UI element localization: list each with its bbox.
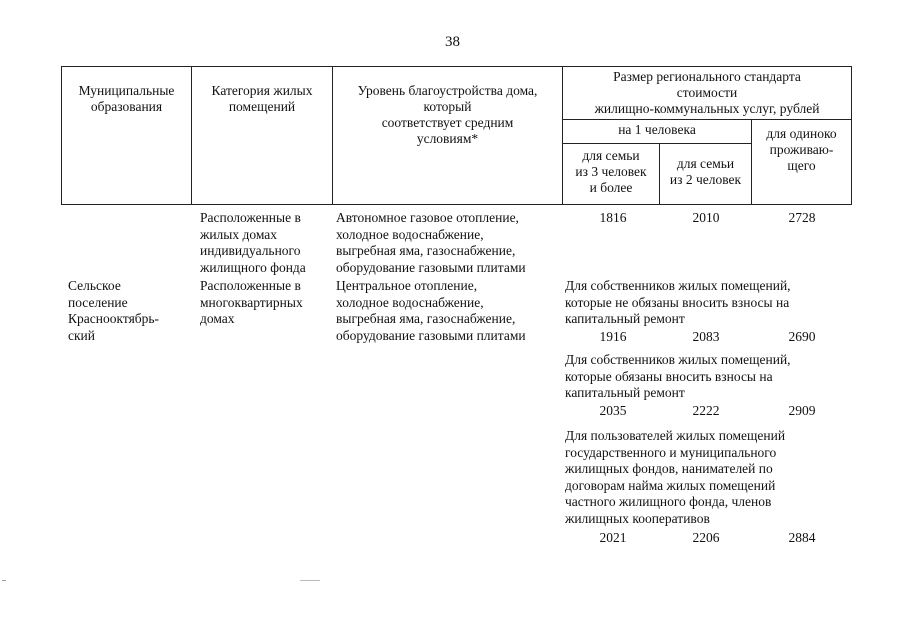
group2-value-family2: 2222 — [692, 403, 720, 418]
group3-value-family2: 2206 — [692, 530, 720, 545]
row1-value-family3: 1816 — [599, 210, 627, 225]
group1-value-family2: 2083 — [692, 329, 720, 344]
group2-value-single: 2909 — [788, 403, 816, 418]
header-per-person: на 1 человека — [563, 120, 752, 144]
header-municipal: Муниципальные образования — [62, 67, 192, 205]
page-number: 38 — [445, 34, 460, 50]
row1-value-single: 2728 — [788, 210, 816, 225]
row1-level: Автономное газовое отопление, холодное водоснабжение, выгребная яма, газоснабжение, оборудование газовыми плитами — [336, 210, 526, 275]
row2-category: Расположенные в многоквартирных домах — [200, 278, 303, 326]
header-family2: для семьи из 2 человек — [660, 144, 752, 205]
group1-label: Для собственников жилых помещений, которые не обязаны вносить взносы на капитальный ремонт — [565, 278, 791, 326]
header-single: для одиноко проживаю- щего — [752, 120, 852, 205]
group2-label: Для собственников жилых помещений, которые обязаны вносить взносы на капитальный ремонт — [565, 352, 791, 400]
row1-value-family2: 2010 — [692, 210, 720, 225]
row1-category: Расположенные в жилых домах индивидуального жилищного фонда — [200, 210, 306, 275]
header-size: Размер регионального стандарта стоимости жилищно-коммунальных услуг, рублей — [563, 67, 852, 120]
group1-value-single: 2690 — [788, 329, 816, 344]
header-category: Категория жилых помещений — [192, 67, 333, 205]
header-table — [61, 66, 852, 205]
scan-edge-mark — [2, 580, 6, 581]
header-level: Уровень благоустройства дома, который соответствует средним условиям* — [333, 67, 563, 205]
municipality-name: Сельское поселение Краснооктябрь- ский — [68, 278, 160, 343]
group3-value-family3: 2021 — [599, 530, 627, 545]
group1-value-family3: 1916 — [599, 329, 627, 344]
group3-label: Для пользователей жилых помещений государственного и муниципального жилищных фондов, нанимателей по договорам найма жилых помещений частного жилищного фонда, членов жилищных кооперативов — [565, 428, 786, 526]
group2-value-family3: 2035 — [599, 403, 627, 418]
group3-value-single: 2884 — [788, 530, 816, 545]
row2-level: Центральное отопление, холодное водоснабжение, выгребная яма, газоснабжение, оборудование газовыми плитами — [336, 278, 526, 343]
header-family3: для семьи из 3 человек и более — [563, 144, 660, 205]
scan-dash — [300, 580, 320, 581]
